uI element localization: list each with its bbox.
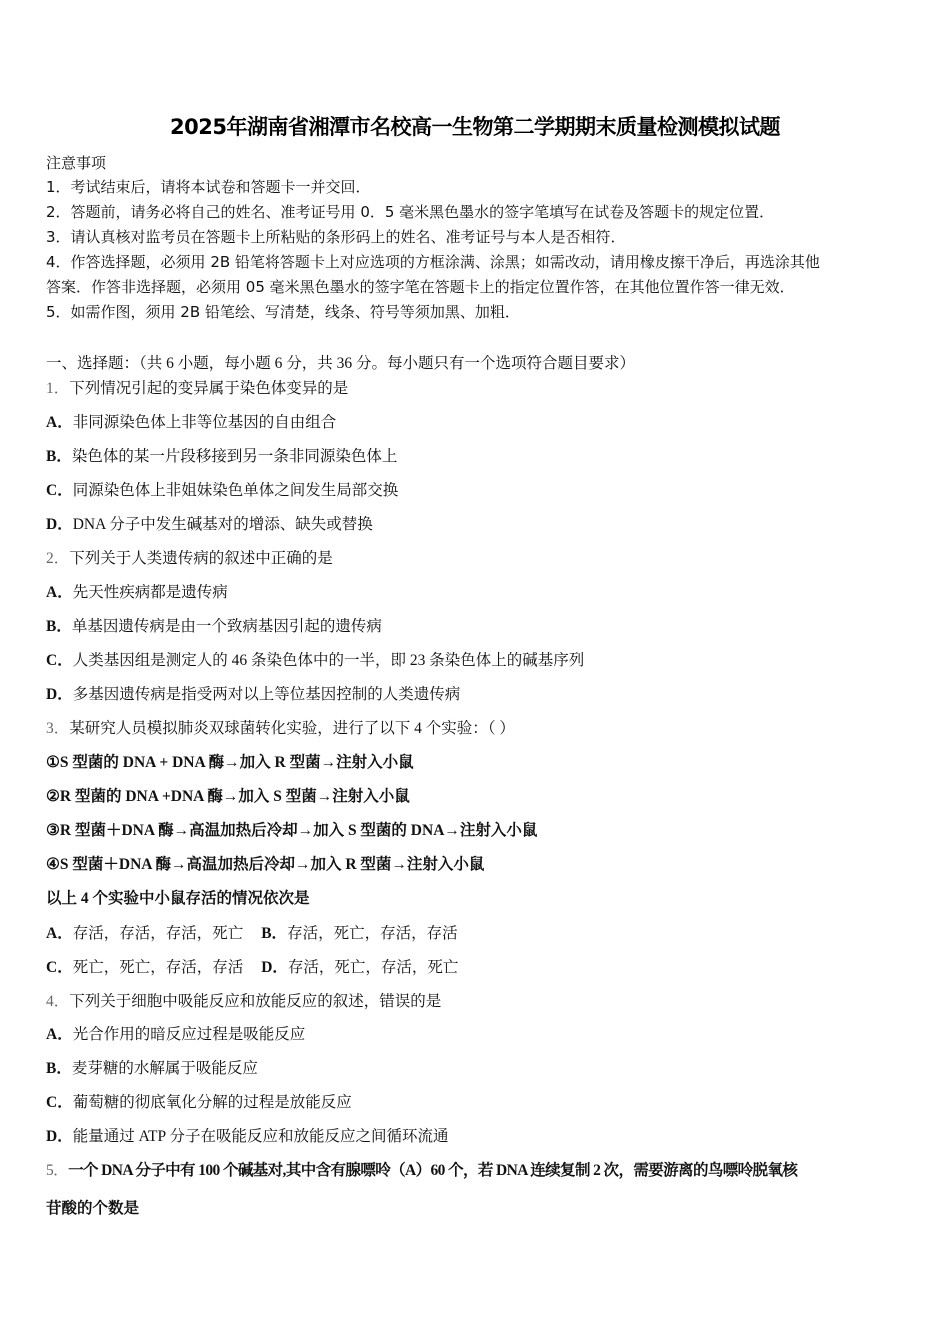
document-title: 2025年湖南省湘潭市名校高一生物第二学期期末质量检测模拟试题 — [170, 115, 780, 139]
option-label: B． — [261, 925, 288, 942]
q1-option-b — [46, 444, 397, 466]
question-number: 5． — [46, 1162, 69, 1179]
q3-sub-stem: 以上 4 个实验中小鼠存活的情况依次是 — [46, 890, 310, 907]
q1-option-d — [46, 512, 373, 534]
question-stem: 下列情况引起的变异属于染色体变异的是 — [69, 380, 349, 397]
notice-item-4: 4．作答选择题，必须用 2B 铅笔将答题卡上对应选项的方框涂满、涂黑；如需改动，请用橡皮擦干净后，再选涂其他 — [46, 253, 820, 271]
option-label: C． — [46, 959, 73, 976]
option-text: 能量通过 ATP 分子在吸能反应和放能反应之间循环流通 — [72, 1128, 449, 1145]
notice-item-3: 3．请认真核对监考员在答题卡上所粘贴的条形码上的姓名、准考证号与本人是否相符． — [46, 228, 626, 246]
option-text: 麦芽糖的水解属于吸能反应 — [71, 1060, 258, 1077]
option-text: 存活，死亡，存活，死亡 — [287, 959, 459, 976]
option-label: D． — [46, 1128, 73, 1145]
q3-experiment-3: ③R 型菌＋DNA 酶→高温加热后冷却→加入 S 型菌的 DNA→注射入小鼠 — [46, 822, 538, 839]
option-text: 存活，存活，存活，死亡 — [72, 925, 244, 942]
q2-option-d — [46, 682, 460, 704]
question-1 — [46, 376, 348, 398]
question-3 — [46, 716, 515, 738]
option-label: B． — [46, 1060, 72, 1077]
question-number: 1． — [46, 380, 70, 397]
option-text: 死亡，死亡，存活，存活 — [72, 959, 244, 976]
q4-option-c — [46, 1090, 352, 1112]
notice-item-5: 5．如需作图，须用 2B 铅笔绘、写清楚，线条、符号等须加黑、加粗． — [46, 303, 520, 321]
q3-experiment-1: ①S 型菌的 DNA + DNA 酶→加入 R 型菌→注射入小鼠 — [46, 754, 414, 771]
notice-item-4-cont: 答案．作答非选择题，必须用 05 毫米黑色墨水的签字笔在答题卡上的指定位置作答，在其他位置作答一律无效． — [46, 278, 795, 296]
q3-options-row-2 — [46, 955, 458, 977]
option-label: A． — [46, 1026, 73, 1043]
question-number: 4． — [46, 993, 70, 1010]
option-label: D． — [46, 516, 73, 533]
question-5-cont: 苷酸的个数是 — [46, 1200, 140, 1217]
option-text: 存活，死亡，存活，存活 — [287, 925, 458, 942]
notice-heading: 注意事项 — [46, 154, 107, 172]
option-label: D． — [261, 959, 288, 976]
option-text: DNA 分子中发生碱基对的增添、缺失或替换 — [72, 516, 373, 533]
question-stem: 下列关于细胞中吸能反应和放能反应的叙述，错误的是 — [69, 993, 442, 1010]
q1-option-a — [46, 410, 336, 432]
option-text: 同源染色体上非姐妹染色单体之间发生局部交换 — [72, 482, 399, 499]
q3-options-row-1 — [46, 921, 458, 943]
option-text: 光合作用的暗反应过程是吸能反应 — [72, 1026, 306, 1043]
option-text: 染色体的某一片段移接到另一条非同源染色体上 — [71, 448, 398, 465]
q2-option-c — [46, 648, 584, 670]
q2-option-a — [46, 580, 228, 602]
q4-option-d — [46, 1124, 448, 1146]
q4-option-b — [46, 1056, 258, 1078]
question-2 — [46, 546, 333, 568]
q3-experiment-4: ④S 型菌＋DNA 酶→高温加热后冷却→加入 R 型菌→注射入小鼠 — [46, 856, 485, 873]
option-label: A． — [46, 925, 73, 942]
option-label: C． — [46, 482, 73, 499]
option-text: 人类基因组是测定人的 46 条染色体中的一半，即 23 条染色体上的碱基序列 — [72, 652, 585, 669]
option-text: 多基因遗传病是指受两对以上等位基因控制的人类遗传病 — [72, 686, 461, 703]
q1-option-c — [46, 478, 398, 500]
section-heading: 一、选择题：（共 6 小题，每小题 6 分，共 36 分。每小题只有一个选项符合题目要求） — [46, 355, 636, 372]
option-text: 葡萄糖的彻底氧化分解的过程是放能反应 — [72, 1094, 352, 1111]
question-number: 3． — [46, 720, 70, 737]
option-label: C． — [46, 652, 73, 669]
option-label: C． — [46, 1094, 73, 1111]
question-number: 2． — [46, 550, 70, 567]
option-text: 非同源染色体上非等位基因的自由组合 — [72, 414, 337, 431]
option-label: D． — [46, 686, 73, 703]
option-text: 先天性疾病都是遗传病 — [72, 584, 228, 601]
option-label: A． — [46, 414, 73, 431]
notice-item-1: 1．考试结束后，请将本试卷和答题卡一并交回． — [46, 178, 371, 196]
option-label: B． — [46, 618, 72, 635]
option-label: A． — [46, 584, 73, 601]
question-4 — [46, 989, 441, 1011]
q2-option-b — [46, 614, 382, 636]
option-text: 单基因遗传病是由一个致病基因引起的遗传病 — [71, 618, 382, 635]
question-stem-line-1: 一个 DNA 分子中有 100 个碱基对,其中含有腺嘌呤（A）60 个，若 DNA 连续复制 2 次，需要游离的鸟嘌呤脱氧核 — [68, 1162, 798, 1179]
question-stem: 下列关于人类遗传病的叙述中正确的是 — [69, 550, 333, 567]
q3-experiment-2: ②R 型菌的 DNA +DNA 酶→加入 S 型菌→注射入小鼠 — [46, 788, 410, 805]
option-label: B． — [46, 448, 72, 465]
notice-item-2: 2．答题前，请务必将自己的姓名、准考证号用 0．5 毫米黑色墨水的签字笔填写在试卷及答题卡的规定位置． — [46, 203, 775, 221]
question-stem: 某研究人员模拟肺炎双球菌转化实验，进行了以下 4 个实验：（ ） — [69, 720, 515, 737]
question-5 — [46, 1158, 797, 1180]
q4-option-a — [46, 1022, 305, 1044]
